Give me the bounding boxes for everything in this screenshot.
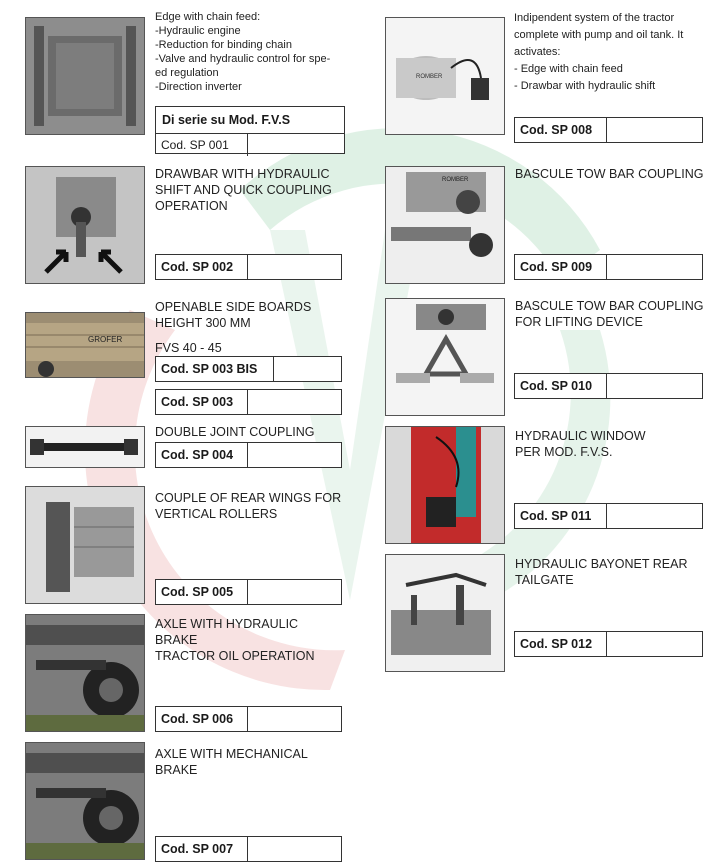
sp003bis-code: Cod. SP 003 BIS <box>156 357 274 381</box>
sp001-photo <box>25 17 145 135</box>
sp010-photo <box>385 298 505 416</box>
sp008-code: Cod. SP 008 <box>515 118 607 142</box>
sp002-description: DRAWBAR WITH HYDRAULIC SHIFT AND QUICK COUPLING OPERATION <box>155 167 332 213</box>
serie-title: Di serie su Mod. F.V.S <box>156 107 344 134</box>
sp008-photo <box>385 17 505 135</box>
sp012-photo <box>385 554 505 672</box>
sp001-serie-box <box>155 106 345 154</box>
sp004-photo <box>25 426 145 468</box>
sp005-photo <box>25 486 145 604</box>
sp009-code-box <box>514 254 703 280</box>
sp011-photo <box>385 426 505 544</box>
sp005-code-box <box>155 579 342 605</box>
sp011-code-box <box>514 503 703 529</box>
sp005-code: Cod. SP 005 <box>156 580 248 604</box>
sp003-models: FVS 40 - 45 <box>155 341 222 355</box>
sp001-code: Cod. SP 001 <box>156 134 248 156</box>
sp009-photo-brand: ROMBER <box>442 177 469 183</box>
sp010-code: Cod. SP 010 <box>515 374 607 398</box>
sp003-photo <box>25 312 145 378</box>
sp012-code: Cod. SP 012 <box>515 632 607 656</box>
sp007-description: AXLE WITH MECHANICAL BRAKE <box>155 747 308 777</box>
sp006-code: Cod. SP 006 <box>156 707 248 731</box>
sp009-photo <box>385 166 505 284</box>
sp004-description: DOUBLE JOINT COUPLING <box>155 425 315 439</box>
sp009-description: BASCULE TOW BAR COUPLING <box>515 167 704 181</box>
sp012-description: HYDRAULIC BAYONET REAR TAILGATE <box>515 557 688 587</box>
sp004-code-box <box>155 442 342 468</box>
sp002-code-box <box>155 254 342 280</box>
sp012-code-box <box>514 631 703 657</box>
sp008-code-box <box>514 117 703 143</box>
sp008-photo-brand: ROMBER <box>416 74 443 80</box>
sp006-description: AXLE WITH HYDRAULIC BRAKE TRACTOR OIL OPERATION <box>155 617 315 663</box>
sp007-code-box <box>155 836 342 862</box>
sp003-code: Cod. SP 003 <box>156 390 248 414</box>
sp004-code: Cod. SP 004 <box>156 443 248 467</box>
sp011-code: Cod. SP 011 <box>515 504 607 528</box>
sp008-description: Indipendent system of the tractor complete with pump and oil tank. It activates: - Edge with chain feed - Drawbar with hydraulic shift <box>514 12 684 92</box>
sp011-description: HYDRAULIC WINDOW PER MOD. F.V.S. <box>515 429 646 459</box>
sp003-description: OPENABLE SIDE BOARDS HEIGHT 300 MM <box>155 300 312 330</box>
sp003-photo-brand: GROFER <box>88 335 123 344</box>
sp005-description: COUPLE OF REAR WINGS FOR VERTICAL ROLLERS <box>155 491 342 521</box>
sp009-code: Cod. SP 009 <box>515 255 607 279</box>
sp007-code: Cod. SP 007 <box>156 837 248 861</box>
sp006-code-box <box>155 706 342 732</box>
sp010-code-box <box>514 373 703 399</box>
sp010-description: BASCULE TOW BAR COUPLING FOR LIFTING DEVICE <box>515 299 704 329</box>
sp002-photo <box>25 166 145 284</box>
sp002-code: Cod. SP 002 <box>156 255 248 279</box>
sp007-photo <box>25 742 145 860</box>
sp003bis-code-box <box>155 356 342 382</box>
sp003-code-box <box>155 389 342 415</box>
sp006-photo <box>25 614 145 732</box>
sp001-description: Edge with chain feed: -Hydraulic engine -Reduction for binding chain -Valve and hydraulic control for spe- ed regulation -Direction inverter <box>155 11 331 93</box>
